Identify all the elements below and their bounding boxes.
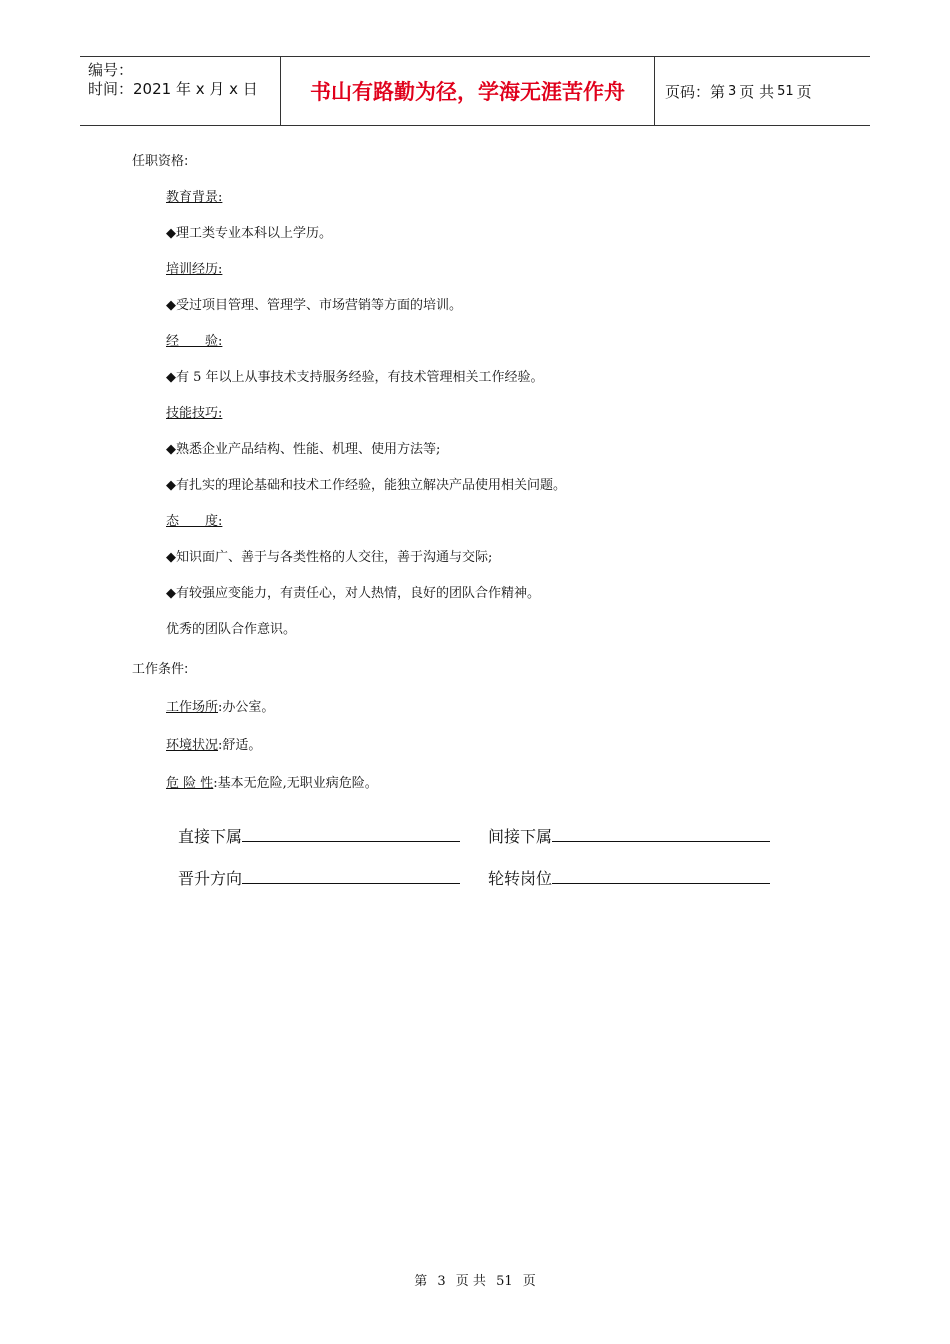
risk-label: 危 险 性	[166, 776, 214, 791]
header-page-total: 51	[777, 83, 794, 99]
direct-subordinate-blank[interactable]	[242, 827, 460, 842]
page-footer	[0, 1270, 950, 1289]
qualifications-heading: 任职资格:	[132, 154, 189, 169]
header-page-suffix: 页	[796, 82, 812, 101]
footer-current: 3	[437, 1274, 446, 1289]
experience-item: ◆有 5 年以上从事技术支持服务经验，有技术管理相关工作经验。	[166, 370, 544, 385]
work-place-row	[166, 696, 274, 715]
training-label: 培训经历:	[166, 262, 223, 277]
header-meta	[80, 57, 281, 125]
attitude-item: ◆有较强应变能力，有责任心，对人热情，良好的团队合作精神。	[166, 586, 540, 601]
header-page-prefix: 页码：第	[665, 82, 726, 101]
indirect-subordinate-field	[488, 824, 770, 847]
header-motto: 书山有路勤为径，学海无涯苦作舟	[281, 57, 655, 125]
work-place-label: 工作场所	[166, 700, 219, 715]
environment-row	[166, 734, 261, 753]
promotion-direction-label: 晋升方向	[178, 869, 243, 888]
skills-item: ◆熟悉企业产品结构、性能、机理、使用方法等;	[166, 442, 441, 457]
rotation-position-field	[488, 866, 770, 889]
education-item: ◆理工类专业本科以上学历。	[166, 226, 332, 241]
footer-mid: 页 共	[455, 1274, 486, 1289]
indirect-subordinate-label: 间接下属	[488, 827, 553, 846]
risk-row	[166, 772, 378, 791]
direct-subordinate-field	[178, 824, 460, 847]
rotation-position-blank[interactable]	[552, 869, 770, 884]
attitude-label: 态 度:	[166, 514, 223, 529]
promotion-direction-field	[178, 866, 460, 889]
risk-value: :基本无危险,无职业病危险。	[213, 776, 378, 791]
header-page-current: 3	[728, 83, 737, 99]
promotion-direction-blank[interactable]	[242, 869, 460, 884]
skills-item: ◆有扎实的理论基础和技术工作经验，能独立解决产品使用相关问题。	[166, 478, 566, 493]
environment-value: :舒适。	[218, 738, 262, 753]
indirect-subordinate-blank[interactable]	[552, 827, 770, 842]
page-header	[80, 56, 870, 126]
conditions-heading: 工作条件:	[132, 662, 189, 677]
attitude-item: 优秀的团队合作意识。	[166, 622, 297, 637]
document-number-label: 编号：	[88, 61, 134, 79]
header-page-indicator	[655, 57, 870, 125]
skills-label: 技能技巧:	[166, 406, 223, 421]
education-label: 教育背景:	[166, 190, 223, 205]
footer-suffix: 页	[522, 1274, 536, 1289]
rotation-position-label: 轮转岗位	[488, 869, 553, 888]
environment-label: 环境状况	[166, 738, 219, 753]
work-place-value: :办公室。	[218, 700, 275, 715]
document-time-label: 时间：2021 年 x 月 x 日	[88, 80, 258, 98]
direct-subordinate-label: 直接下属	[178, 827, 243, 846]
footer-total: 51	[496, 1274, 513, 1289]
experience-label: 经 验:	[166, 334, 223, 349]
header-page-mid: 页 共	[739, 82, 775, 101]
attitude-item: ◆知识面广、善于与各类性格的人交往，善于沟通与交际;	[166, 550, 493, 565]
training-item: ◆受过项目管理、管理学、市场营销等方面的培训。	[166, 298, 462, 313]
footer-prefix: 第	[414, 1274, 428, 1289]
